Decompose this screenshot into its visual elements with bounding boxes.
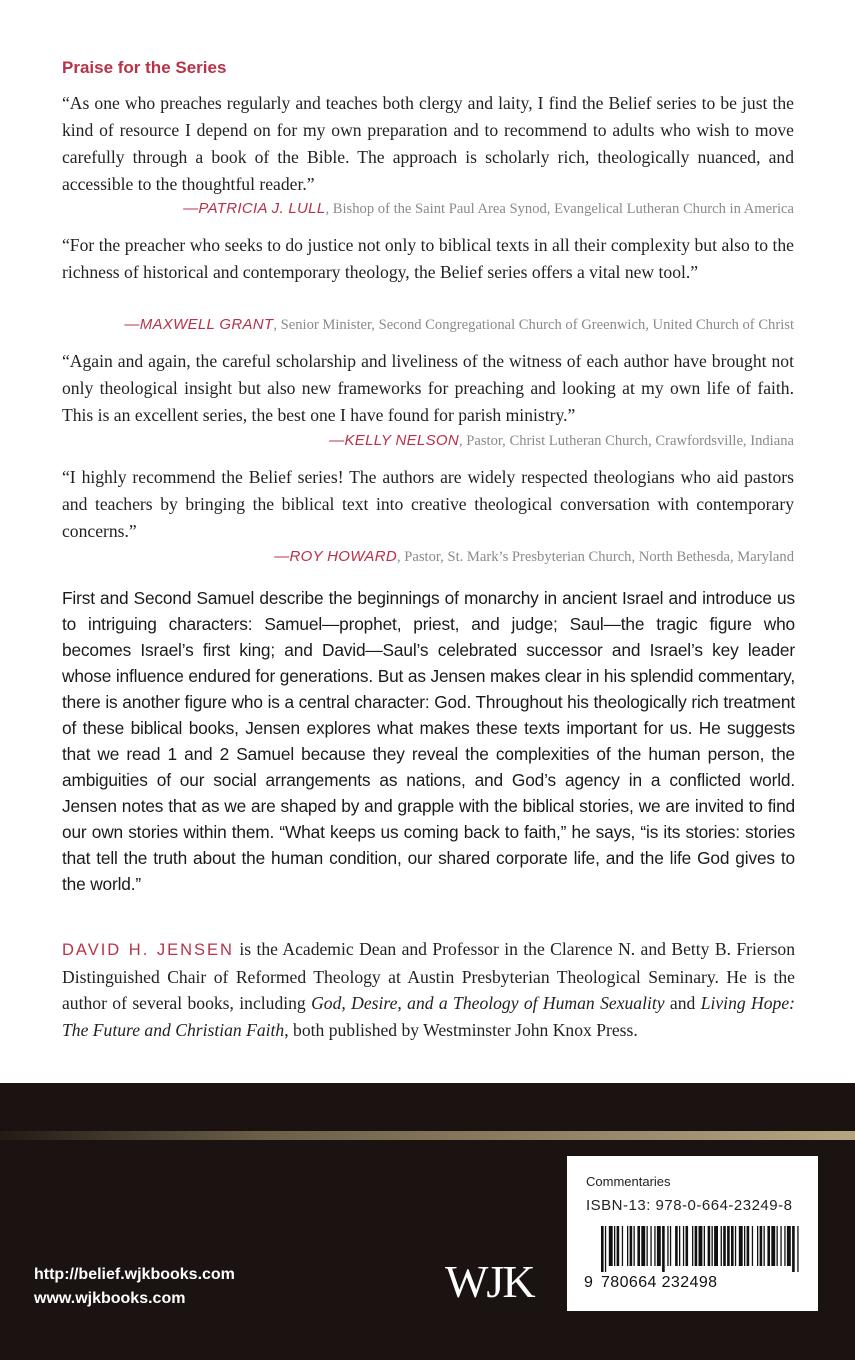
praise-heading: Praise for the Series	[62, 58, 227, 77]
praise-quote-3: “Again and again, the careful scholarship and liveliness of the witness of each author have brought not only theological insight but also new frameworks for preaching and looking at my own life of faith. This is an excellent series, the best one I have found for parish ministry.”	[62, 351, 794, 425]
attribution-name: —ROY HOWARD	[274, 548, 397, 565]
publisher-link[interactable]: www.wjkbooks.com	[34, 1290, 186, 1307]
attribution-name: —MAXWELL GRANT	[124, 316, 274, 333]
bio-text: , both published by Westminster John Knox Press.	[284, 1019, 638, 1040]
attribution-2	[124, 316, 794, 334]
praise-quote-4: “I highly recommend the Belief series! The authors are widely respected theologians who aid pastors and teachers by bringing the biblical text into creative theological conversation with contemporary concerns.”	[62, 467, 794, 541]
attribution-title: , Pastor, Christ Lutheran Church, Crawfordsville, Indiana	[458, 433, 794, 449]
praise-quote-1: “As one who preaches regularly and teaches both clergy and laity, I find the Belief series to be just the kind of resource I depend on for my own preparation and to recommend to adults who wish to move carefully through a book of the Bible. The approach is scholarly rich, theologically nuanced, and accessible to the thoughtful reader.”	[62, 93, 794, 194]
attribution-title: , Bishop of the Saint Paul Area Synod, Evangelical Lutheran Church in America	[325, 201, 794, 217]
footer-stripe	[0, 1131, 855, 1140]
attribution-1	[183, 200, 794, 218]
attribution-3	[329, 432, 794, 450]
book-title: God, Desire, and a Theology of Human Sexuality	[311, 993, 665, 1013]
barcode-first-digit: 9	[584, 1274, 593, 1291]
bio-text: and	[664, 993, 701, 1013]
series-link[interactable]: http://belief.wjkbooks.com	[34, 1266, 235, 1283]
attribution-name: —PATRICIA J. LULL	[183, 200, 326, 217]
attribution-title: , Senior Minister, Second Congregational Church of Greenwich, United Church of Christ	[273, 317, 794, 333]
isbn-label: ISBN-13: 978-0-664-23249-8	[586, 1197, 793, 1214]
publisher-logo: WJK	[445, 1256, 534, 1307]
author-bio	[62, 936, 795, 1043]
attribution-4	[274, 548, 794, 566]
book-title: Living Hope: The Future and Christian Faith	[62, 993, 795, 1040]
barcode-box	[567, 1156, 818, 1311]
bio-text: is the Academic Dean and Professor in the Clarence N. and Betty B. Frierson Distinguished Chair of Reformed Theology at Austin Presbyterian Theological Seminary. He is the author of several books, including	[62, 939, 796, 1013]
attribution-title: , Pastor, St. Mark’s Presbyterian Church, North Bethesda, Maryland	[396, 549, 794, 565]
author-name: DAVID H. JENSEN	[62, 941, 234, 959]
footer-links	[34, 1263, 235, 1311]
category-label: Commentaries	[586, 1174, 671, 1189]
barcode-digits: 780664 232498	[601, 1274, 718, 1291]
barcode-icon	[600, 1226, 800, 1272]
attribution-name: —KELLY NELSON	[329, 432, 459, 449]
book-description: First and Second Samuel describe the beginnings of monarchy in ancient Israel and introduce us to intriguing characters: Samuel—prophet, priest, and judge; Saul—the tragic figure who becomes Israel’s first king; and David—Saul’s celebrated successor and Israel’s key leader whose influence endured for generations. But as Jensen makes clear in his splendid commentary, there is another figure who is a central character: God. Throughout his theologically rich treatment of these biblical books, Jensen explores what makes these texts important for us. He suggests that we read 1 and 2 Samuel because they reveal the complexities of the human person, the ambiguities of our social arrangements as nations, and God’s agency in a conflicted world. Jensen notes that as we are shaped by and grapple with the biblical stories, we are invited to find our own stories within them. “What keeps us coming back to faith,” he says, “is its stories: stories that tell the truth about the human condition, our shared corporate life, and the life God gives to the world.”	[62, 588, 795, 894]
praise-quote-2: “For the preacher who seeks to do justice not only to biblical texts in all their complexity but also to the richness of historical and contemporary theology, the Belief series offers a vital new tool.”	[62, 235, 794, 282]
